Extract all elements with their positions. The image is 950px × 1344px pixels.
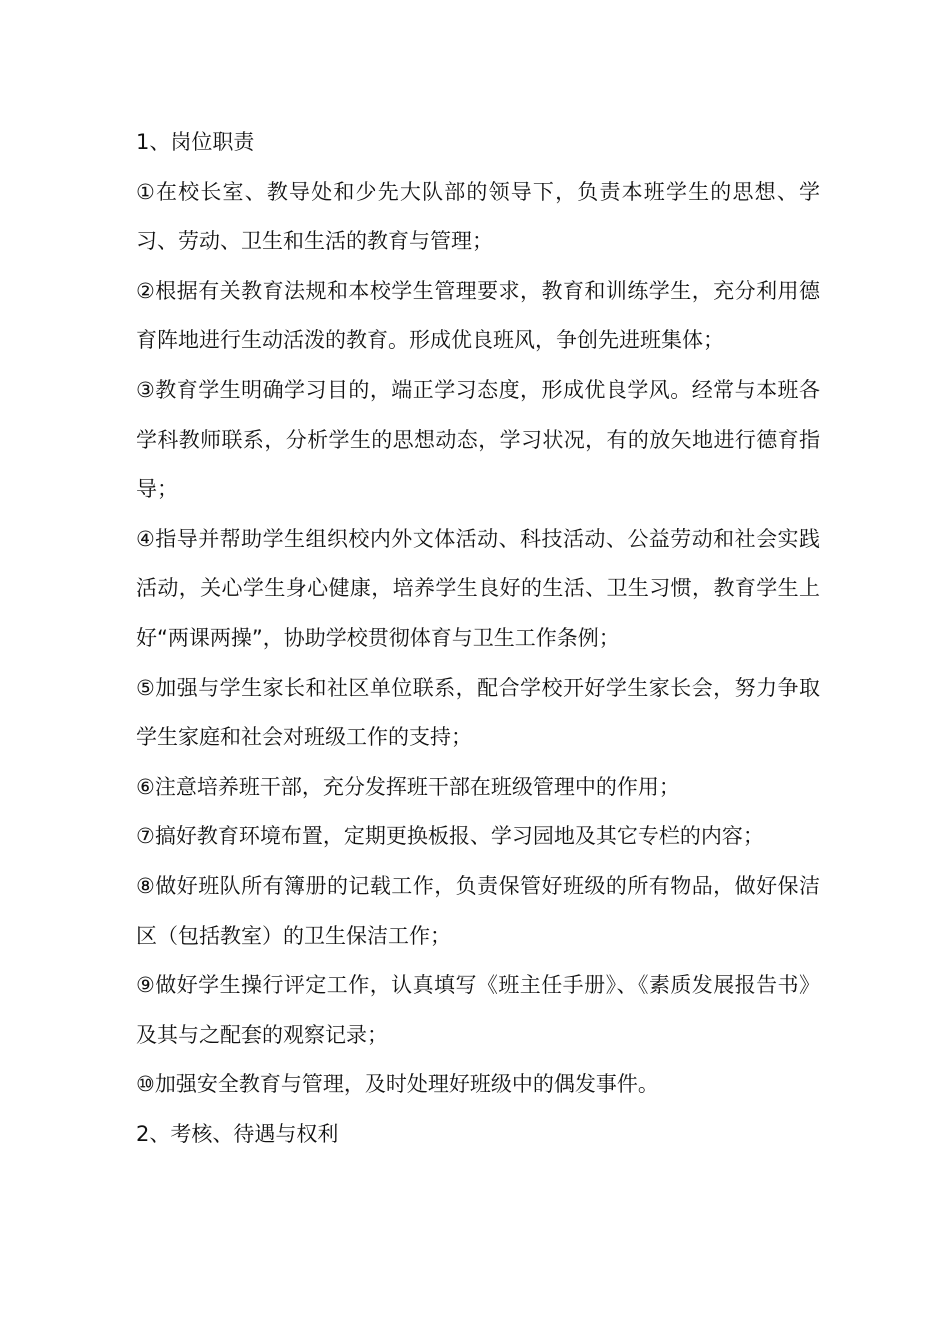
section-heading-duties: 1、岗位职责 bbox=[136, 130, 255, 154]
duty-item-7: ⑦搞好教育环境布置，定期更换板报、学习园地及其它专栏的内容； bbox=[136, 824, 764, 849]
duty-item-1: ①在校长室、教导处和少先大队部的领导下，负责本班学生的思想、学习、劳动、卫生和生活的教育与管理； bbox=[136, 179, 820, 254]
duty-item-4: ④指导并帮助学生组织校内外文体活动、科技活动、公益劳动和社会实践活动，关心学生身心健康，培养学生良好的生活、卫生习惯，教育学生上好“两课两操”，协助学校贯彻体育与卫生工作条例； bbox=[136, 526, 820, 650]
duty-item-8: ⑧做好班队所有簿册的记载工作，负责保管好班级的所有物品，做好保洁区（包括教室）的卫生保洁工作； bbox=[136, 873, 820, 948]
duty-item-5: ⑤加强与学生家长和社区单位联系，配合学校开好学生家长会，努力争取学生家庭和社会对班级工作的支持； bbox=[136, 675, 820, 750]
duty-item-10: ⑩加强安全教育与管理，及时处理好班级中的偶发事件。 bbox=[136, 1072, 659, 1097]
duty-item-3: ③教育学生明确学习目的，端正学习态度，形成优良学风。经常与本班各学科教师联系，分析学生的思想动态，学习状况，有的放矢地进行德育指导； bbox=[136, 377, 820, 502]
duty-item-9: ⑨做好学生操行评定工作，认真填写《班主任手册》、《素质发展报告书》及其与之配套的观察记录； bbox=[136, 973, 820, 1047]
document-body bbox=[136, 118, 820, 1159]
duty-item-6: ⑥注意培养班干部，充分发挥班干部在班级管理中的作用； bbox=[136, 774, 680, 799]
section-heading-assessment: 2、考核、待遇与权利 bbox=[136, 1121, 339, 1146]
duty-item-2: ②根据有关教育法规和本校学生管理要求，教育和训练学生，充分利用德育阵地进行生动活泼的教育。形成优良班风，争创先进班集体； bbox=[136, 278, 820, 353]
